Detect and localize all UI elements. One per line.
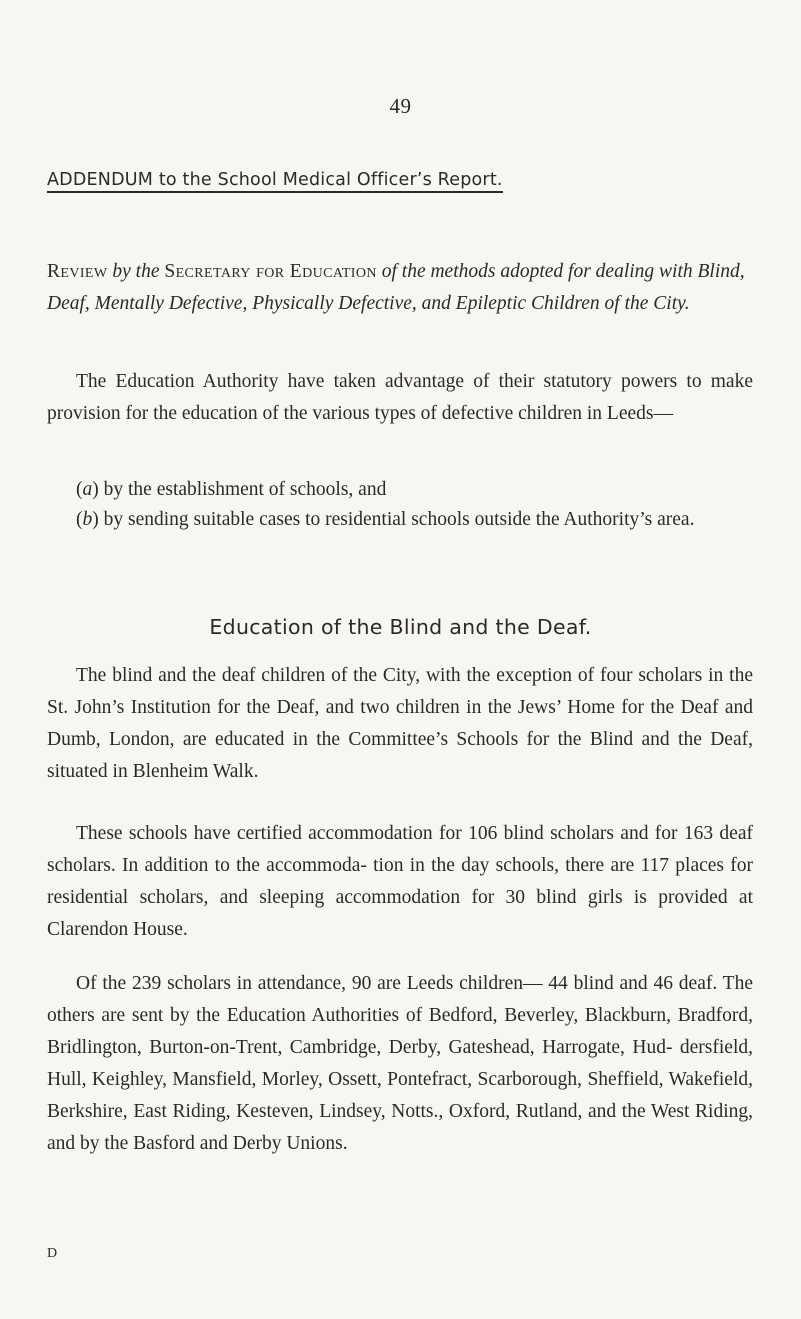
signature-mark: D (47, 1246, 58, 1261)
page-number: 49 (389, 94, 412, 118)
list-item: (b) by sending suitable cases to residential schools outside the Authority’s area. (76, 509, 695, 530)
section-heading: Education of the Blind and the Deaf. (209, 615, 592, 639)
intro-paragraph: The Education Authority have taken advantage of their statutory powers to make provision for the education of the various types of defective children in Leeds— (47, 371, 753, 424)
list-item-label: a (82, 479, 93, 500)
list-item-text: by the establishment of schools, and (103, 479, 387, 500)
review-heading (47, 256, 753, 320)
list-item-text: by sending suitable cases to residential schools outside the Authority’s area. (103, 509, 695, 530)
list-item: (a) by the establishment of schools, and (76, 479, 387, 500)
body-paragraph: The blind and the deaf children of the City, with the exception of four scholars in the St. John’s Institution for the Deaf, and two children in the Jews’ Home for the Deaf and Dumb, London, are educated in the Committee’s Schools for the Blind and the Deaf, situated in Blenheim Walk. (47, 665, 753, 782)
list-item-label: b (82, 509, 93, 530)
review-word: Review (47, 261, 108, 282)
addendum-title: ADDENDUM to the School Medical Officer’s Report. (47, 170, 503, 193)
review-subject: of the methods adopted for dealing with Blind, Deaf, Mentally Defective, Physically Defective, and Epileptic Children of the City. (47, 261, 745, 314)
body-paragraph: These schools have certified accommodation for 106 blind scholars and for 163 deaf scholars. In addition to the accommoda- tion in the day schools, there are 117 places for residential scholars, and sleeping accommodation for 30 blind girls is provided at Clarendon House. (47, 823, 753, 940)
review-by: by the (112, 261, 160, 282)
review-secretary: Secretary for Education (164, 261, 377, 282)
body-paragraph: Of the 239 scholars in attendance, 90 are Leeds children— 44 blind and 46 deaf. The others are sent by the Education Authorities of Bedford, Beverley, Blackburn, Bradford, Bridlington, Burton-on-Trent, Cambridge, Derby, Gateshead, Harrogate, Hud- dersfield, Hull, Keighley, Mansfield, Morley, Ossett, Pontefract, Scarborough, Sheffield, Wakefield, Berkshire, East Riding, Kesteven, Lindsey, Notts., Oxford, Rutland, and the West Riding, and by the Basford and Derby Unions. (47, 973, 753, 1154)
